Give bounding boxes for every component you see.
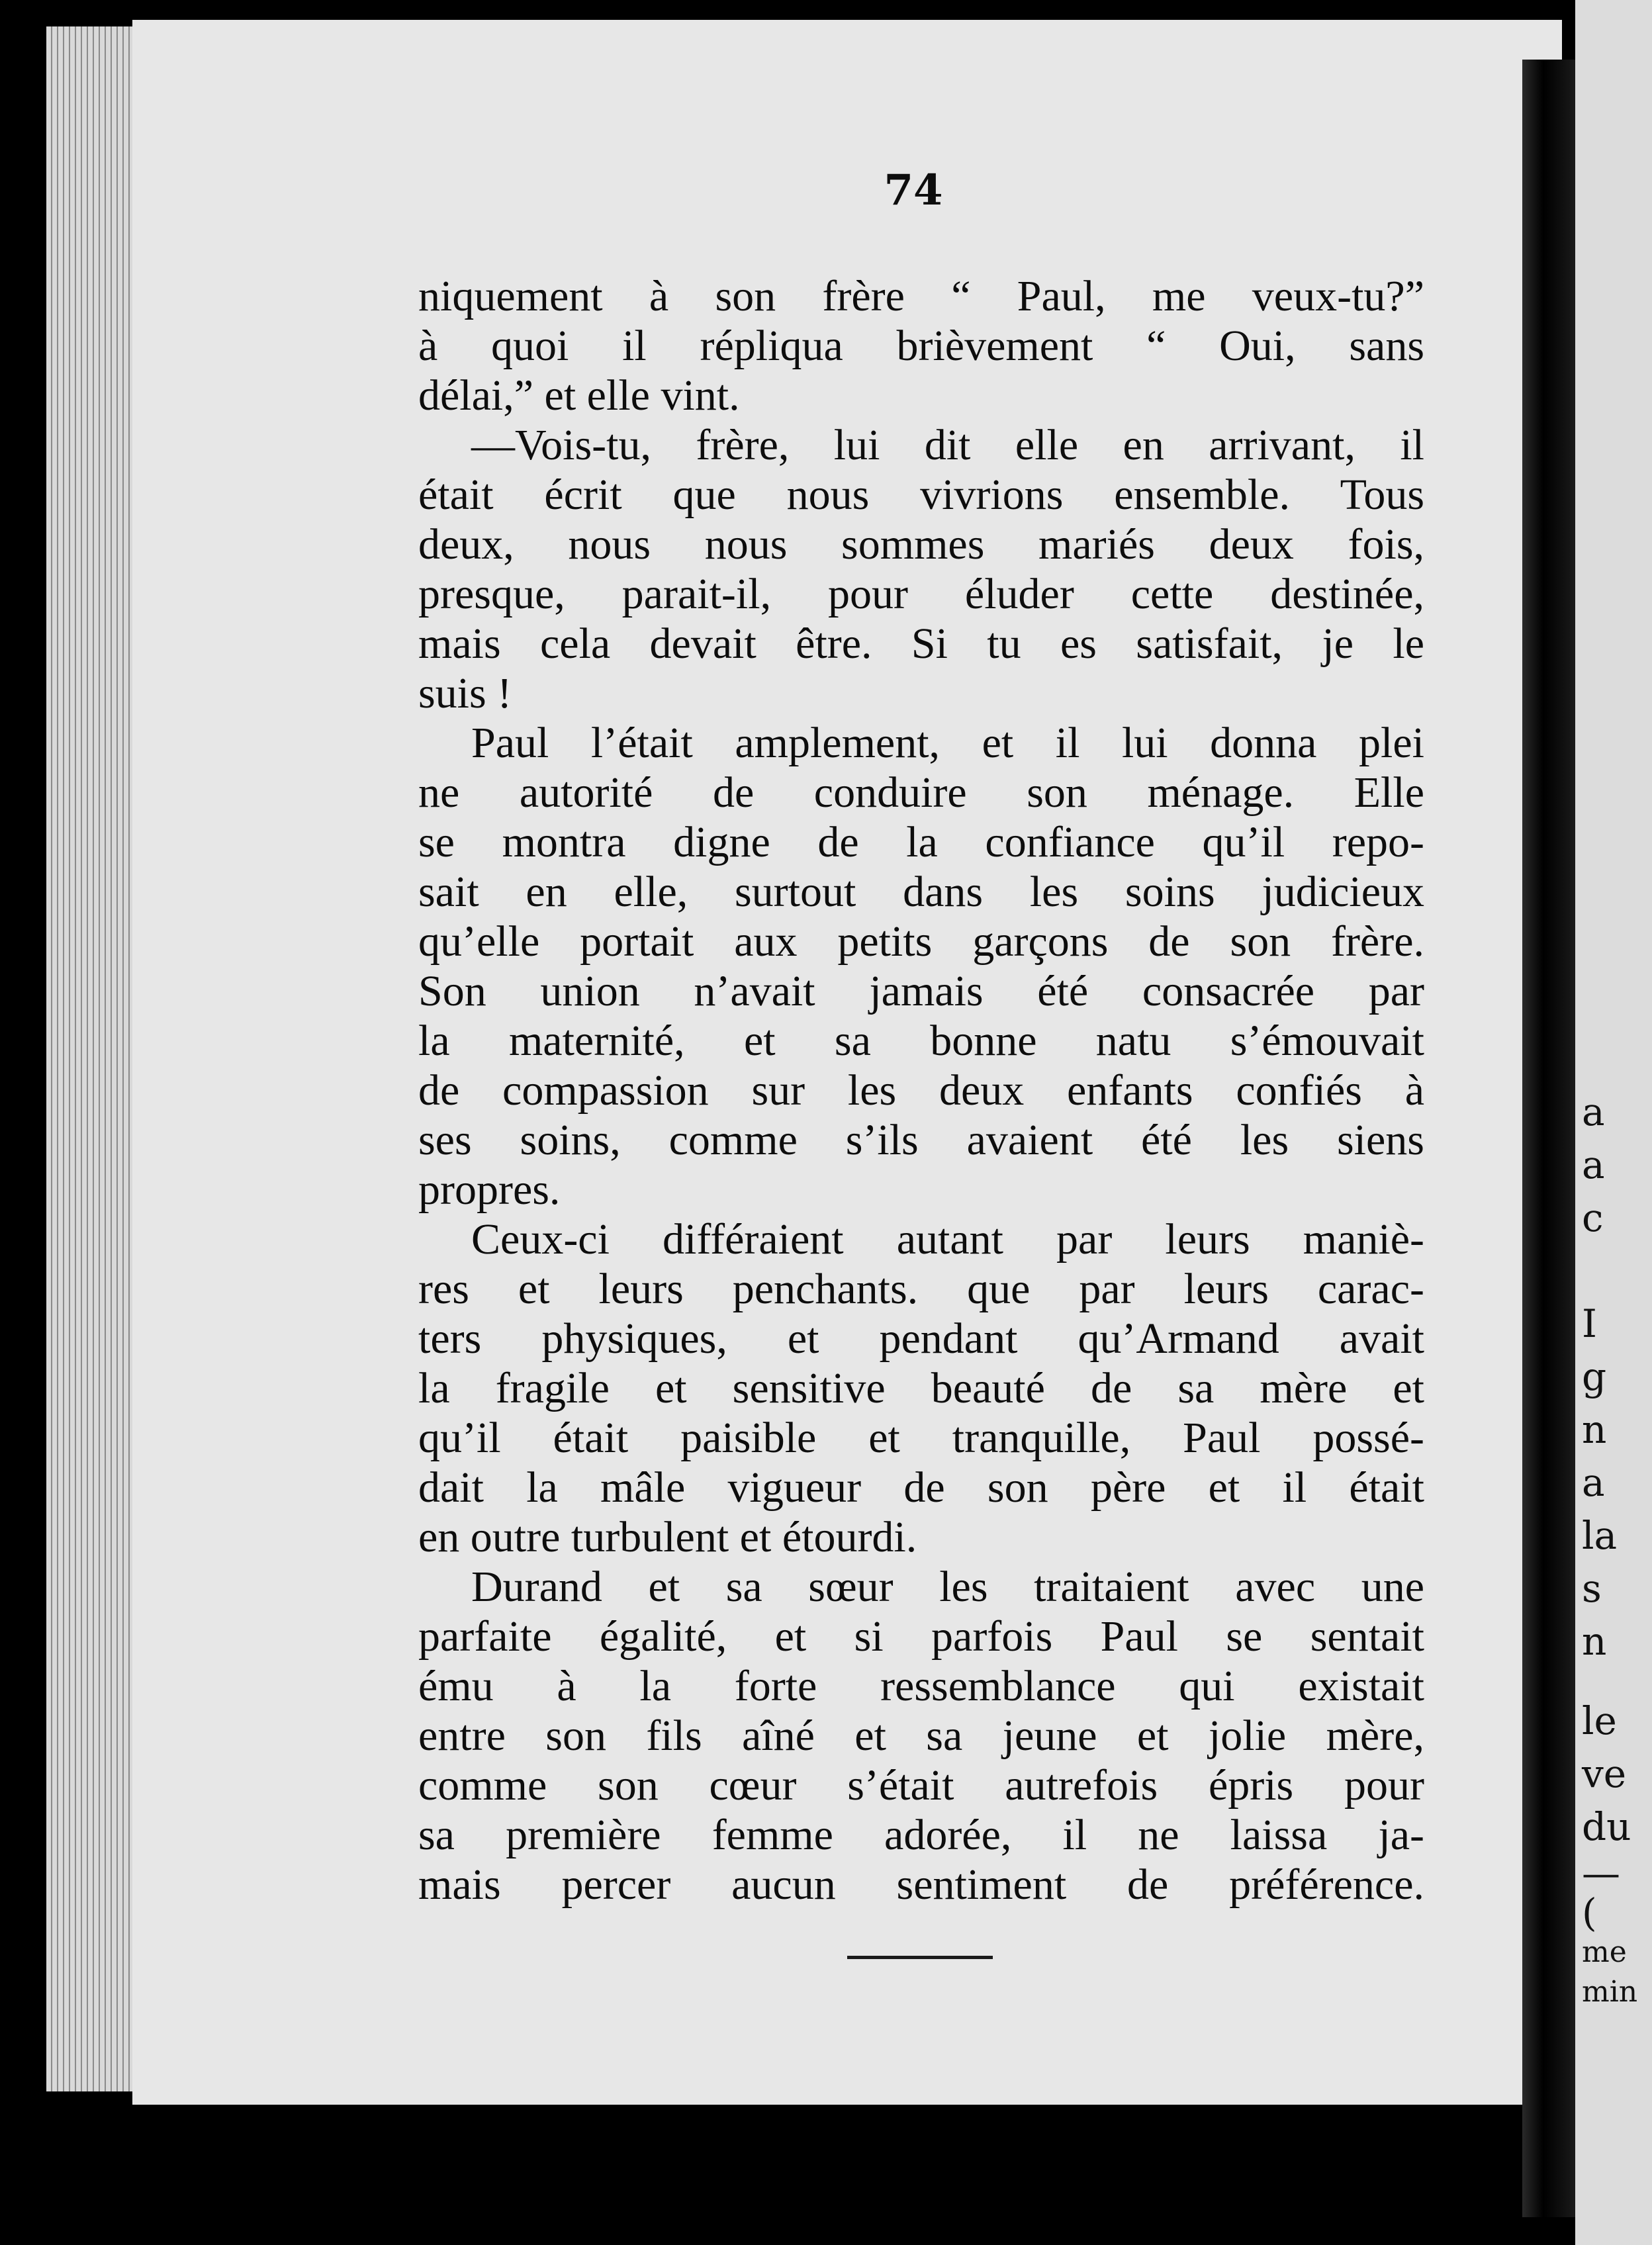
text-line: qu’il était paisible et tranquille, Paul possé- [418,1414,1424,1462]
text-line: qu’elle portait aux petits garçons de son frère. [418,917,1424,966]
facing-fragment: s [1582,1566,1602,1611]
facing-fragment: g [1582,1354,1607,1399]
text-line: se montra digne de la confiance qu’il repo- [418,818,1424,866]
text-line: ters physiques, et pendant qu’Armand avait [418,1314,1424,1363]
text-line: délai,” et elle vint. [418,371,740,420]
facing-fragment: ( [1582,1890,1597,1935]
facing-fragment: min [1582,1975,1638,2009]
text-line: la maternité, et sa bonne natu s’émouvait [418,1017,1424,1065]
text-line: ému à la forte ressemblance qui existait [418,1662,1424,1710]
right-page-edge [1575,0,1652,2245]
text-line: était écrit que nous vivrions ensemble. Tous [418,471,1424,519]
text-line: de compassion sur les deux enfants confiés à [418,1066,1424,1115]
text-line: ne autorité de conduire son ménage. Elle [418,768,1424,817]
text-line: —Vois-tu, frère, lui dit elle en arrivant, il [471,421,1424,469]
facing-fragment: a [1582,1460,1605,1505]
text-line: la fragile et sensitive beauté de sa mère et [418,1364,1424,1412]
text-line: sait en elle, surtout dans les soins judicieux [418,868,1424,916]
facing-fragment: a [1582,1089,1605,1134]
text-line: sa première femme adorée, il ne laissa ja- [418,1811,1424,1859]
facing-fragment: du [1582,1804,1631,1849]
facing-fragment: le [1582,1698,1617,1743]
book-gutter [1522,60,1575,2217]
text-line: Son union n’avait jamais été consacrée par [418,967,1424,1015]
text-line: Paul l’était amplement, et il lui donna plei [471,719,1424,767]
text-line: res et leurs penchants. que par leurs carac- [418,1265,1424,1313]
text-line: mais percer aucun sentiment de préférence. [418,1860,1424,1909]
text-line: dait la mâle vigueur de son père et il était [418,1463,1424,1512]
text-line: Ceux-ci différaient autant par leurs maniè- [471,1215,1424,1263]
text-line: mais cela devait être. Si tu es satisfait, je le [418,619,1424,668]
facing-fragment: n [1582,1619,1607,1664]
text-line: ses soins, comme s’ils avaient été les siens [418,1116,1424,1164]
facing-fragment: n [1582,1407,1607,1452]
facing-fragment: I [1582,1301,1597,1346]
facing-fragment: a [1582,1142,1605,1187]
text-line: presque, parait-il, pour éluder cette destinée, [418,570,1424,618]
text-line: niquement à son frère “ Paul, me veux-tu?” [418,272,1424,320]
facing-fragment: ve [1582,1751,1627,1796]
facing-fragment: c [1582,1195,1604,1240]
body-text [418,271,1424,1909]
text-line: Durand et sa sœur les traitaient avec une [471,1563,1424,1611]
text-line: à quoi il répliqua brièvement “ Oui, sans [418,322,1424,370]
text-line: comme son cœur s’était autrefois épris pour [418,1761,1424,1810]
text-line: parfaite égalité, et si parfois Paul se sentait [418,1612,1424,1661]
facing-fragment: me [1582,1935,1627,1969]
text-line: suis ! [418,669,512,717]
page-number: 74 [884,165,943,215]
facing-fragment: la [1582,1513,1618,1558]
end-of-section-rule [847,1956,993,1959]
text-line: en outre turbulent et étourdi. [418,1513,917,1561]
text-line: propres. [418,1166,561,1214]
text-line: deux, nous nous sommes mariés deux fois, [418,520,1424,569]
text-line: entre son fils aîné et sa jeune et jolie mère, [418,1712,1424,1760]
facing-fragment: — [1582,1851,1620,1896]
